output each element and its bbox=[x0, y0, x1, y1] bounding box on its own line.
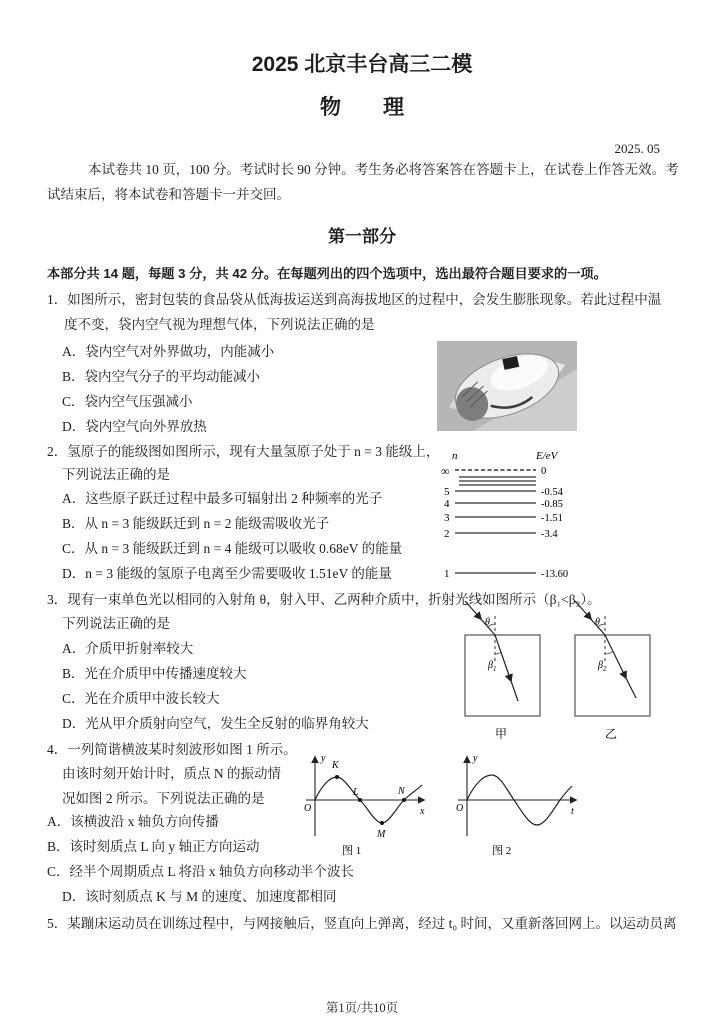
medium-yi-box bbox=[575, 635, 650, 716]
refracted-ray bbox=[605, 635, 626, 678]
medium-jia-diagram bbox=[465, 601, 540, 741]
figure-1-caption: 图 1 bbox=[342, 845, 362, 857]
y-axis-label: y bbox=[321, 753, 326, 764]
level-e-2: -3.4 bbox=[541, 529, 558, 540]
level-e-infinity: 0 bbox=[541, 466, 547, 477]
exam-date: 2025. 05 bbox=[614, 141, 660, 156]
q4-option-d: D．该时刻质点 K 与 M 的速度、加速度都相同 bbox=[62, 889, 337, 904]
level-n-4: 4 bbox=[444, 498, 450, 510]
q4-option-c: C．经半个周期质点 L 将沿 x 轴负方向移动半个波长 bbox=[47, 864, 354, 879]
origin-label: O bbox=[304, 803, 312, 814]
intro-line-1: 本试卷共 10 页，100 分。考试时长 90 分钟。考生务必将答案答在答题卡上，在试卷上作答无效。考 bbox=[88, 162, 679, 177]
q4-stem-line-3: 况如图 2 所示。下列说法正确的是 bbox=[62, 791, 265, 806]
beta2-label: $\beta_2$ bbox=[598, 660, 607, 673]
q3-option-a: A．介质甲折射率较大 bbox=[62, 641, 194, 656]
wave-graphs bbox=[300, 748, 585, 865]
theta-label: θ bbox=[485, 617, 490, 628]
q2-stem-line-1: 2．氢原子的能级图如图所示，现有大量氢原子处于 n = 3 能级上， bbox=[47, 444, 440, 459]
q1-option-d: D．袋内空气向外界放热 bbox=[62, 419, 207, 434]
energy-column-label: E/eV bbox=[536, 450, 558, 462]
q2-option-d: D．n = 3 能级的氢原子电离至少需要吸收 1.51eV 的能量 bbox=[62, 566, 392, 581]
point-k-label: K bbox=[332, 760, 339, 771]
x-axis-label: x bbox=[420, 806, 425, 817]
medium-yi-label: 乙 bbox=[605, 727, 618, 741]
y-axis-label: y bbox=[473, 753, 478, 764]
q2-stem-line-2: 下列说法正确的是 bbox=[62, 467, 170, 482]
level-n-infinity: ∞ bbox=[441, 464, 450, 478]
level-e-4: -0.85 bbox=[541, 499, 563, 510]
point-n-label: N bbox=[398, 786, 405, 797]
figure-2-vibration bbox=[456, 753, 576, 857]
section-title: 第一部分 bbox=[328, 227, 396, 246]
q5-stem-line-1: 5．某蹦床运动员在训练过程中，与网接触后，竖直向上弹离，经过 t₀ 时间，又重新落回网上。以运动员离 bbox=[47, 916, 677, 931]
level-e-5: -0.54 bbox=[541, 487, 563, 498]
refracted-ray bbox=[625, 676, 636, 698]
medium-yi-diagram bbox=[575, 601, 650, 741]
q1-stem-line-2: 度不变，袋内空气视为理想气体，下列说法正确的是 bbox=[64, 317, 375, 332]
point-l-dot bbox=[358, 798, 362, 802]
beta-arc bbox=[605, 651, 613, 654]
beta-arc bbox=[495, 652, 501, 654]
level-e-3: -1.51 bbox=[541, 513, 563, 524]
incident-ray bbox=[465, 601, 481, 619]
level-n-1: 1 bbox=[444, 568, 450, 580]
theta-label: θ bbox=[595, 617, 600, 628]
level-n-5: 5 bbox=[444, 486, 450, 498]
refraction-diagram bbox=[452, 598, 667, 748]
q3-option-d: D．光从甲介质射向空气，发生全反射的临界角较大 bbox=[62, 716, 369, 731]
q1-stem-line-1: 1．如图所示，密封包装的食品袋从低海拔运送到高海拔地区的过程中，会发生膨胀现象。若此过程中温 bbox=[47, 292, 662, 307]
q4-option-a: A．该横波沿 x 轴负方向传播 bbox=[47, 814, 219, 829]
wave-graphs-svg bbox=[300, 748, 585, 860]
figure-2-caption: 图 2 bbox=[492, 845, 512, 857]
beta1-label: $\beta_1$ bbox=[488, 660, 497, 673]
energy-level-diagram bbox=[438, 448, 613, 593]
q1-option-a: A．袋内空气对外界做功，内能减小 bbox=[62, 344, 275, 359]
point-l-label: L bbox=[353, 787, 359, 798]
incident-ray bbox=[575, 601, 591, 619]
q2-option-c: C．从 n = 3 能级跃迁到 n = 4 能级可以吸收 0.68eV 的能量 bbox=[62, 541, 403, 556]
q3-stem-line-2: 下列说法正确的是 bbox=[62, 616, 170, 631]
level-n-2: 2 bbox=[444, 528, 450, 540]
refracted-ray bbox=[510, 678, 518, 701]
q2-option-a: A．这些原子跃迁过程中最多可辐射出 2 种频率的光子 bbox=[62, 491, 383, 506]
origin-label: O bbox=[456, 803, 464, 814]
level-e-1: -13.60 bbox=[541, 569, 569, 580]
figure-1-waveform bbox=[304, 753, 425, 857]
q1-option-c: C．袋内空气压强减小 bbox=[62, 394, 193, 409]
q4-stem-line-1: 4．一列简谐横波某时刻波形如图 1 所示。 bbox=[47, 742, 297, 757]
medium-jia-label: 甲 bbox=[495, 727, 508, 741]
page-number: 第1页/共10页 bbox=[325, 1001, 399, 1015]
energy-level-svg bbox=[438, 448, 613, 588]
level-n-3: 3 bbox=[444, 512, 450, 524]
point-n-dot bbox=[402, 798, 406, 802]
point-k-dot bbox=[335, 775, 339, 779]
intro-line-2: 试结束后，将本试卷和答题卡一并交回。 bbox=[47, 187, 290, 202]
food-bag-photo bbox=[437, 341, 577, 436]
q1-option-b: B．袋内空气分子的平均动能减小 bbox=[62, 369, 261, 384]
q4-stem-line-2: 由该时刻开始计时，质点 N 的振动情 bbox=[62, 766, 281, 781]
n-column-label: n bbox=[452, 450, 458, 462]
section-note: 本部分共 14 题，每题 3 分，共 42 分。在每题列出的四个选项中，选出最符合题目要求的一项。 bbox=[47, 266, 607, 281]
q4-option-b: B．该时刻质点 L 向 y 轴正方向运动 bbox=[47, 839, 260, 854]
point-m-dot bbox=[380, 821, 384, 825]
point-m-label: M bbox=[377, 829, 386, 840]
q3-option-c: C．光在介质甲中波长较大 bbox=[62, 691, 220, 706]
medium-jia-box bbox=[465, 635, 540, 716]
q3-option-b: B．光在介质甲中传播速度较大 bbox=[62, 666, 247, 681]
q2-option-b: B．从 n = 3 能级跃迁到 n = 2 能级需吸收光子 bbox=[62, 516, 330, 531]
page-title: 2025 北京丰台高三二模 bbox=[251, 53, 473, 76]
refraction-svg bbox=[452, 598, 667, 743]
food-bag-photo-svg bbox=[437, 341, 577, 431]
refracted-ray bbox=[495, 635, 511, 681]
t-axis-label: t bbox=[571, 806, 574, 817]
subject-title: 物 理 bbox=[320, 96, 404, 119]
q3-stem-line-1: 3．现有一束单色光以相同的入射角 θ，射入甲、乙两种介质中，折射光线如图所示（β₁<β₂）。 bbox=[47, 592, 601, 607]
